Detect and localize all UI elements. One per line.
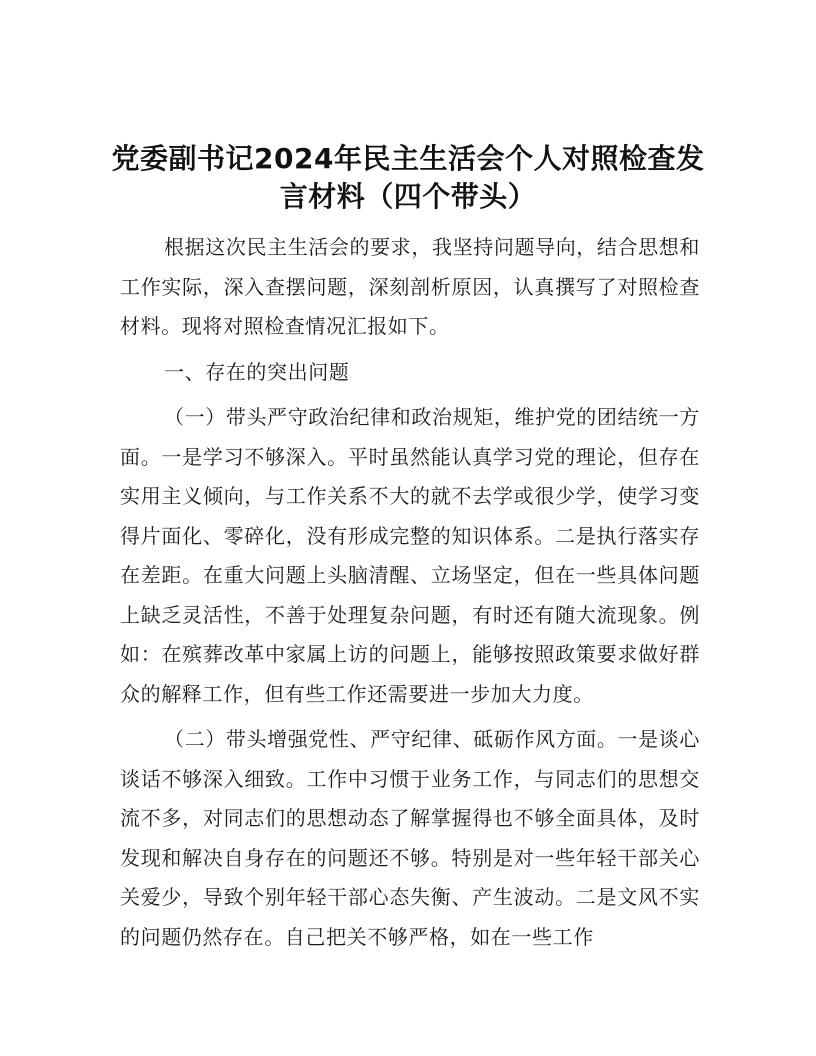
document-body bbox=[120, 228, 700, 957]
intro-paragraph: 根据这次民主生活会的要求，我坚持问题导向，结合思想和工作实际，深入查摆问题，深刻剖析原因，认真撰写了对照检查材料。现将对照检查情况汇报如下。 bbox=[120, 235, 700, 338]
section-heading: 一、存在的突出问题 bbox=[164, 359, 350, 384]
issue-paragraph-2: （二）带头增强党性、严守纪律、砥砺作风方面。一是谈心谈话不够深入细致。工作中习惯于业务工作，与同志们的思想交流不多，对同志们的思想动态了解掌握得也不够全面具体，及时发现和解决自身存在的问题还不够。特别是对一些年轻干部关心关爱少，导致个别年轻干部心态失衡、产生波动。二是文风不实的问题仍然存在。自己把关不够严格，如在一些工作 bbox=[120, 727, 700, 949]
document-title: 党委副书记2024年民主生活会个人对照检查发言材料（四个带头） bbox=[111, 142, 705, 213]
issue-paragraph-1: （一）带头严守政治纪律和政治规矩，维护党的团结统一方面。一是学习不够深入。平时虽然能认真学习党的理论，但存在实用主义倾向，与工作关系不大的就不去学或很少学，使学习变得片面化、零碎化，没有形成完整的知识体系。二是执行落实存在差距。在重大问题上头脑清醒、立场坚定，但在一些具体问题上缺乏灵活性，不善于处理复杂问题，有时还有随大流现象。例如：在殡葬改革中家属上访的问题上，能够按照政策要求做好群众的解释工作，但有些工作还需要进一步加大力度。 bbox=[120, 405, 700, 706]
